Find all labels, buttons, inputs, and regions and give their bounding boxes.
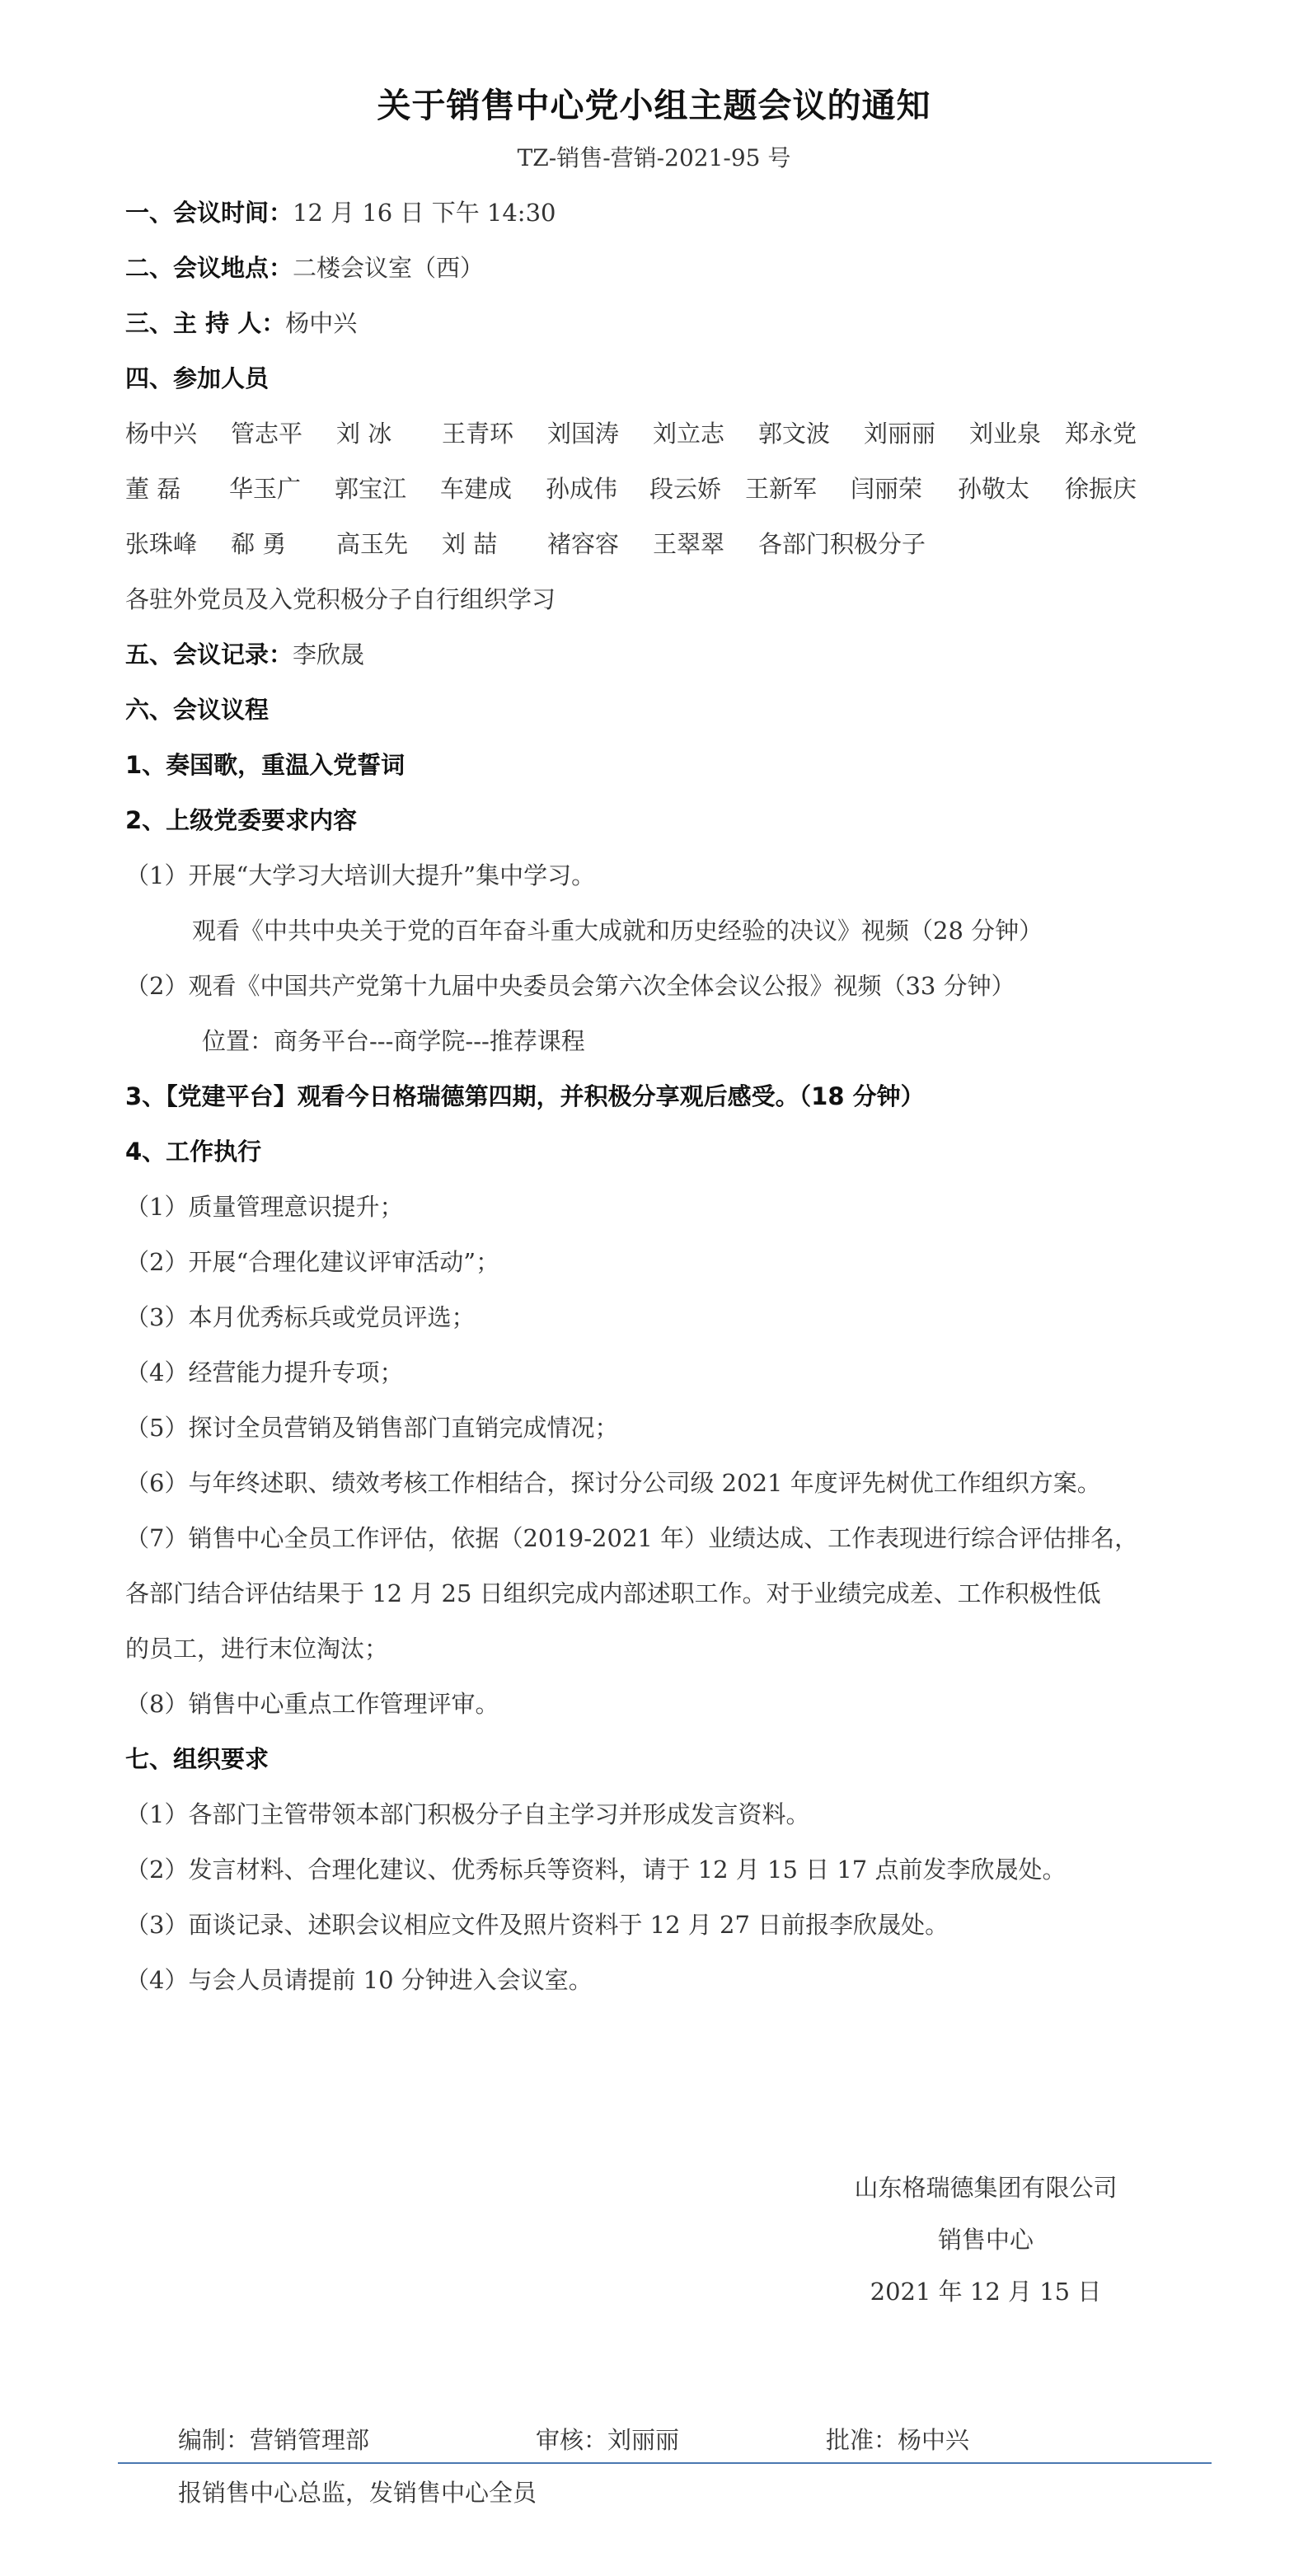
document-title: 关于销售中心党小组主题会议的通知 bbox=[377, 86, 931, 125]
participant-name: 杨中兴 bbox=[125, 420, 198, 448]
participant-name: 张珠峰 bbox=[125, 530, 198, 558]
agenda-item-2-1-detail: 观看《中共中央关于党的百年奋斗重大成就和历史经验的决议》视频（28 分钟） bbox=[192, 917, 1043, 945]
participant-name: 孙敬太 bbox=[958, 475, 1030, 503]
work-item: （2）开展“合理化建议评审活动”； bbox=[125, 1248, 500, 1276]
participant-name: 郭文波 bbox=[758, 420, 831, 448]
footer-reviewed-by: 审核：刘丽丽 bbox=[536, 2426, 680, 2454]
participant-name: 车建成 bbox=[440, 475, 513, 503]
participant-name: 孙成伟 bbox=[546, 475, 618, 503]
meeting-place-label: 二、会议地点： bbox=[125, 254, 293, 282]
footer-approved-by: 批准：杨中兴 bbox=[826, 2426, 970, 2454]
meeting-host bbox=[125, 307, 357, 340]
work-item-7-line-1: （7）销售中心全员工作评估，依据（2019-2021 年）业绩达成、工作表现进行综合评估排名， bbox=[125, 1524, 1139, 1552]
participant-name: 高玉先 bbox=[336, 530, 409, 558]
work-item-8: （8）销售中心重点工作管理评审。 bbox=[125, 1690, 499, 1718]
requirement-item: （2）发言材料、合理化建议、优秀标兵等资料，请于 12 月 15 日 17 点前发李欣晟处。 bbox=[125, 1856, 1067, 1884]
participant-name: 褚容容 bbox=[547, 530, 620, 558]
participant-name: 王青环 bbox=[442, 420, 514, 448]
meeting-host-label: 三、主 持 人： bbox=[125, 309, 286, 337]
participant-name: 王新军 bbox=[745, 475, 818, 503]
participant-name: 刘 冰 bbox=[336, 420, 392, 448]
footer-divider bbox=[118, 2462, 1212, 2464]
meeting-time bbox=[125, 196, 556, 229]
agenda-item-3: 3、【党建平台】观看今日格瑞德第四期，并积极分享观后感受。（18 分钟） bbox=[125, 1082, 925, 1110]
participant-name: 郑永党 bbox=[1065, 420, 1137, 448]
work-item: （4）经营能力提升专项； bbox=[125, 1358, 404, 1387]
work-item: （3）本月优秀标兵或党员评选； bbox=[125, 1303, 476, 1331]
participant-name: 王翠翠 bbox=[653, 530, 725, 558]
participant-name: 董 磊 bbox=[125, 475, 181, 503]
work-item: （6）与年终述职、绩效考核工作相结合，探讨分公司级 2021 年度评先树优工作组织方案。 bbox=[125, 1469, 1101, 1497]
agenda-item-1: 1、奏国歌，重温入党誓词 bbox=[125, 751, 406, 779]
participant-name: 郭宝江 bbox=[335, 475, 407, 503]
meeting-time-value: 12 月 16 日 下午 14:30 bbox=[293, 199, 556, 227]
requirement-item: （3）面谈记录、述职会议相应文件及照片资料于 12 月 27 日前报李欣晟处。 bbox=[125, 1911, 949, 1939]
signature-department: 销售中心 bbox=[937, 2226, 1034, 2254]
signature-company: 山东格瑞德集团有限公司 bbox=[854, 2174, 1118, 2202]
participant-name: 刘国涛 bbox=[547, 420, 620, 448]
meeting-place-value: 二楼会议室（西） bbox=[293, 254, 485, 282]
participant-name: 闫丽荣 bbox=[851, 475, 923, 503]
agenda-item-4: 4、工作执行 bbox=[125, 1138, 262, 1166]
participant-name: 刘立志 bbox=[653, 420, 725, 448]
participant-name: 各部门积极分子 bbox=[758, 530, 926, 558]
participant-name: 刘业泉 bbox=[969, 420, 1042, 448]
meeting-time-label: 一、会议时间： bbox=[125, 199, 293, 227]
participants-heading: 四、参加人员 bbox=[125, 364, 270, 392]
work-item: （5）探讨全员营销及销售部门直销完成情况； bbox=[125, 1414, 619, 1442]
work-item-7-line-3: 的员工，进行末位淘汰； bbox=[125, 1635, 389, 1663]
agenda-item-2: 2、上级党委要求内容 bbox=[125, 806, 358, 834]
meeting-recorder-value: 李欣晟 bbox=[293, 640, 365, 669]
agenda-item-2-2: （2）观看《中国共产党第十九届中央委员会第六次全体会议公报》视频（33 分钟） bbox=[125, 972, 1015, 1000]
requirements-heading: 七、组织要求 bbox=[125, 1745, 270, 1773]
footer-prepared-by: 编制：营销管理部 bbox=[178, 2426, 370, 2454]
agenda-heading: 六、会议议程 bbox=[125, 696, 270, 724]
participants-note: 各驻外党员及入党积极分子自行组织学习 bbox=[125, 585, 556, 613]
requirement-item: （1）各部门主管带领本部门积极分子自主学习并形成发言资料。 bbox=[125, 1800, 810, 1828]
participant-name: 徐振庆 bbox=[1065, 475, 1137, 503]
meeting-place bbox=[125, 251, 484, 284]
participant-name: 刘丽丽 bbox=[864, 420, 936, 448]
document-number: TZ-销售-营销-2021-95 号 bbox=[517, 144, 791, 171]
participant-name: 段云娇 bbox=[649, 475, 722, 503]
work-item: （1）质量管理意识提升； bbox=[125, 1193, 404, 1221]
participant-name: 管志平 bbox=[231, 420, 303, 448]
requirement-item: （4）与会人员请提前 10 分钟进入会议室。 bbox=[125, 1966, 593, 1994]
work-item-7-line-2: 各部门结合评估结果于 12 月 25 日组织完成内部述职工作。对于业绩完成差、工作积极性低 bbox=[125, 1579, 1101, 1607]
participant-name: 刘 喆 bbox=[442, 530, 498, 558]
agenda-item-2-1: （1）开展“大学习大培训大提升”集中学习。 bbox=[125, 861, 596, 889]
meeting-recorder bbox=[125, 638, 364, 671]
meeting-host-value: 杨中兴 bbox=[285, 309, 358, 337]
meeting-recorder-label: 五、会议记录： bbox=[125, 640, 293, 669]
signature-date: 2021 年 12 月 15 日 bbox=[870, 2278, 1102, 2306]
footer-distribution: 报销售中心总监，发销售中心全员 bbox=[178, 2479, 537, 2507]
participant-name: 郗 勇 bbox=[231, 530, 287, 558]
participant-name: 华玉广 bbox=[229, 475, 302, 503]
agenda-item-2-2-detail: 位置：商务平台---商学院---推荐课程 bbox=[202, 1027, 585, 1055]
